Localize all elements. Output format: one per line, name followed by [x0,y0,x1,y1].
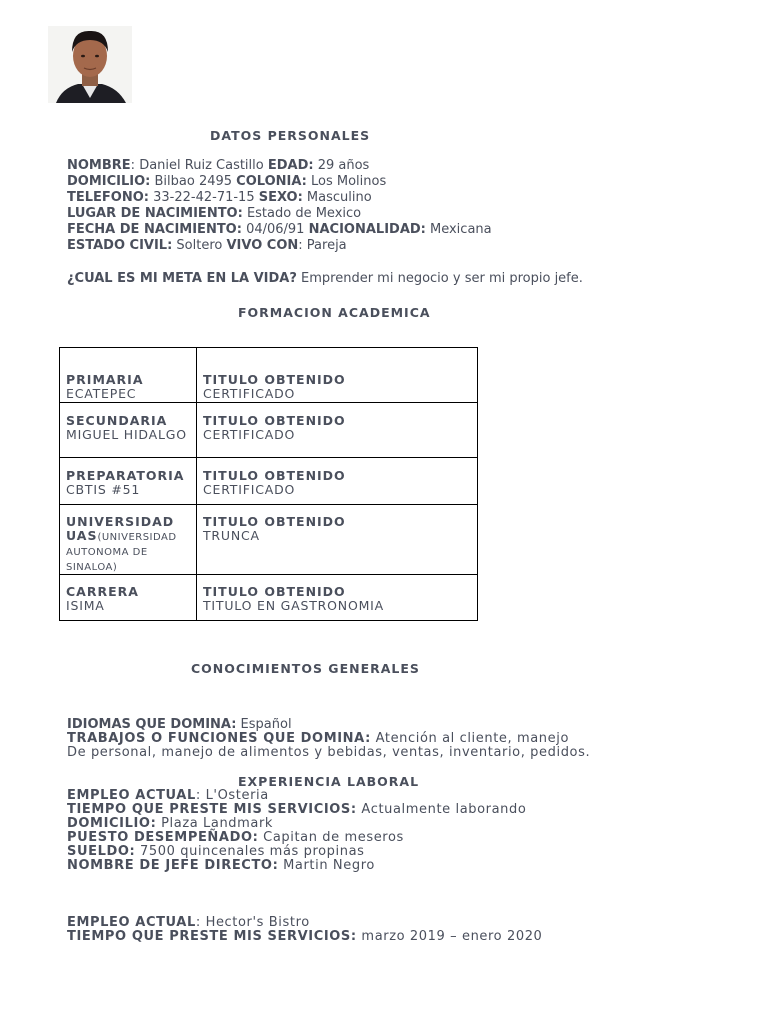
profile-photo [48,26,132,103]
line-estado-civil [67,238,347,254]
line-domicilio [67,174,386,190]
empleo-label: EMPLEO ACTUAL [67,915,196,930]
trabajos-label: TRABAJOS O FUNCIONES QUE DOMINA: [67,731,371,746]
table-cell [60,505,197,575]
table-row [60,458,478,505]
school-label: UAS [66,528,98,543]
section-title-education: FORMACION ACADEMICA [238,305,431,320]
line-jefe-1 [67,858,375,874]
title-value: TITULO EN GASTRONOMIA [203,598,385,613]
fecha-label: FECHA DE NACIMIENTO: [67,222,242,237]
section-title-personal: DATOS PERSONALES [210,128,371,143]
telefono-value: 33-22-42-71-15 [148,190,259,205]
lugar-value: Estado de Mexico [242,206,362,221]
level-label: SECUNDARIA [66,413,168,428]
colonia-label: COLONIA: [236,174,307,189]
sexo-value: Masculino [302,190,372,205]
table-cell [197,458,478,505]
puesto-value: Capitan de meseros [258,830,404,845]
title-label: TITULO OBTENIDO [203,372,346,387]
school-detail: (UNIVERSIDAD AUTONOMA DE SINALOA) [66,532,177,573]
domicilio-value: Bilbao 2495 [150,174,237,189]
empleo-value: : Hector's Bistro [195,915,310,930]
title-label: TITULO OBTENIDO [203,413,346,428]
vivo-label: VIVO CON [226,238,299,253]
table-row [60,505,478,575]
jefe-label: NOMBRE DE JEFE DIRECTO: [67,858,279,873]
sueldo-label: SUELDO: [67,844,136,859]
table-cell [197,403,478,458]
nacionalidad-value: Mexicana [425,222,492,237]
empleo-label: EMPLEO ACTUAL [67,788,196,803]
line-nombre-edad: NOMBRE: Daniel Ruiz Castillo EDAD: 29 años [67,158,370,173]
line-trabajos-cont: De personal, manejo de alimentos y bebidas, ventas, inventario, pedidos. [67,745,591,760]
line-meta [67,271,583,287]
edad-value: 29 años [313,158,370,173]
estado-value: Soltero [172,238,227,253]
nacionalidad-label: NACIONALIDAD: [308,222,426,237]
school-label: ECATEPEC [66,386,137,401]
idiomas-value: Español [236,717,292,732]
line-lugar [67,206,361,222]
level-label: CARRERA [66,584,139,599]
edad-label: EDAD: [267,158,314,173]
table-row [60,348,478,403]
title-value: CERTIFICADO [203,386,296,401]
title-value: TRUNCA [203,528,260,543]
line-fecha [67,222,492,238]
section-title-knowledge: CONOCIMIENTOS GENERALES [191,661,420,676]
table-cell [60,458,197,505]
fecha-value: 04/06/91 [241,222,309,237]
idiomas-label: IDIOMAS QUE DOMINA: [67,717,237,732]
estado-label: ESTADO CIVIL: [67,238,173,253]
section-title-experience: EXPERIENCIA LABORAL [238,774,420,789]
meta-value: Emprender mi negocio y ser mi propio jefe. [296,271,583,286]
line-telefono [67,190,372,206]
trabajos-value: Atención al cliente, manejo [370,731,570,746]
domicilio-label: DOMICILIO: [67,816,157,831]
school-label: CBTIS #51 [66,482,141,497]
table-row [60,403,478,458]
table-row [60,575,478,621]
title-value: CERTIFICADO [203,482,296,497]
jefe-value: Martin Negro [278,858,375,873]
title-label: TITULO OBTENIDO [203,584,346,599]
nombre-label: NOMBRE [67,158,131,173]
title-label: TITULO OBTENIDO [203,514,346,529]
vivo-value: : Pareja [298,238,347,253]
education-table [59,347,478,621]
nombre-value: Daniel Ruiz Castillo [135,158,268,173]
level-label: PREPARATORIA [66,468,185,483]
meta-label: ¿CUAL ES MI META EN LA VIDA? [67,271,297,286]
person-icon [48,26,132,103]
sexo-label: SEXO: [258,190,303,205]
sueldo-value: 7500 quincenales más propinas [135,844,365,859]
table-cell [60,575,197,621]
school-label: MIGUEL HIDALGO [66,427,187,442]
table-cell [197,505,478,575]
table-cell [197,575,478,621]
level-label: UNIVERSIDAD [66,514,175,529]
lugar-label: LUGAR DE NACIMIENTO: [67,206,243,221]
tiempo-label: TIEMPO QUE PRESTE MIS SERVICIOS: [67,802,357,817]
title-value: CERTIFICADO [203,427,296,442]
line-tiempo-2 [67,929,542,945]
table-cell [197,348,478,403]
colonia-value: Los Molinos [306,174,387,189]
domicilio-label: DOMICILIO: [67,174,151,189]
table-cell [60,403,197,458]
title-label: TITULO OBTENIDO [203,468,346,483]
tiempo-value: Actualmente laborando [356,802,527,817]
tiempo-label: TIEMPO QUE PRESTE MIS SERVICIOS: [67,929,357,944]
domicilio-value: Plaza Landmark [156,816,274,831]
telefono-label: TELEFONO: [67,190,149,205]
school-label: ISIMA [66,598,105,613]
tiempo-value: marzo 2019 – enero 2020 [356,929,543,944]
empleo-value: : L'Osteria [195,788,269,803]
table-cell [60,348,197,403]
puesto-label: PUESTO DESEMPEÑADO: [67,830,259,845]
level-label: PRIMARIA [66,372,144,387]
